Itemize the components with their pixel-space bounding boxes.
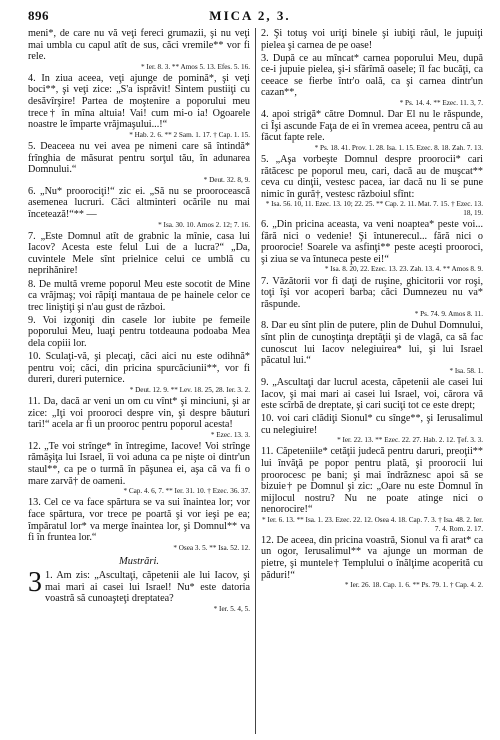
verse-text: 9. Voi izgoniţi din casele lor iubite pe femeile poporului Meu, luaţi pentru totdeauna podoaba Mea dela copiii lor. — [28, 314, 250, 350]
column-divider — [255, 28, 256, 734]
cross-reference: * Isa. 8. 20, 22. Ezec. 13. 23. Zah. 13. 4. ** Amos 8. 9. — [324, 265, 483, 274]
cross-reference: * Cap. 4. 6, 7. ** Ier. 31. 10. † Ezec. 36. 37. — [123, 487, 250, 496]
verse — [28, 315, 250, 350]
chapter-number: 3 — [28, 566, 42, 598]
verse-text: 7. Văzătorii vor fi daţi de ruşine, ghicitorii vor roşi, toţi îşi vor acoperi barba; căci Dumnezeu nu va* răspunde. — [261, 275, 483, 310]
verse-text: 1. Am zis: „Ascultaţi, căpetenii ale lui Iacov, şi mai mari ai casei lui Israel! Nu* este datoria voastră să cunoaşteţi dreptatea? — [45, 569, 250, 605]
page-header — [0, 8, 500, 26]
verse-text: 10. voi cari clădiţi Sionul* cu sînge**, şi Ierusalimul cu nelegiuire! — [261, 413, 483, 436]
verse-text: 8. Dar eu sînt plin de putere, plin de Duhul Domnului, sînt plin de cunoştinţa dreptăţii şi de vlagă, ca să fac cunoscut lui Iacov nelegiuirea* lui, şi lui Israel păcatul lui.“ — [261, 320, 483, 367]
left-column — [28, 28, 250, 734]
cross-reference: * Ier. 5. 4, 5. — [213, 604, 250, 613]
verse-text: 4. In ziua aceea, veţi ajunge de pomină*, şi veţi boci**, şi veţi zice: „S'a isprăvit! Sintem pustiiţi cu desăvîrşire! Partea de moştenire a poporului meu trece† în mîna altuia! Vai! cum mi-o ia! Ogoarele noastre le împarte vrăjmaşului...!“ — [28, 72, 250, 131]
cross-reference: * Ps. 18. 41. Prov. 1. 28. Isa. 1. 15. Ezec. 8. 18. Zah. 7. 13. — [314, 143, 483, 152]
cross-reference: * Ier. 6. 13. ** Isa. 1. 23. Ezec. 22. 12. Osea 4. 18. Cap. 7. 3. † Isa. 48. 2. Ier. 7. 4. Rom. 2. 17. — [262, 516, 483, 533]
verse-text: 12. De aceea, din pricina voastră, Sionul va fi arat* ca un ogor, Ierusalimul** va ajunge un morman de pietre, şi muntele† Templului o înălţime acoperită cu păduri!“ — [261, 534, 483, 581]
cross-reference: * Ps. 74. 9. Amos 8. 11. — [414, 310, 483, 319]
verse — [261, 219, 483, 274]
verse-text: 2. Şi totuş voi uriţi binele şi iubiţi răul, le jupuiţi pielea şi carnea de pe oase! — [261, 28, 483, 51]
verse-text: 13. Cel ce va face spărtura se va sui înaintea lor; vor face spărtura, vor trece pe poartă şi vor ieşi pe ea; împăratul lor* va merge înaintea lor, şi Domnul** va fi în fruntea lor.“ — [28, 497, 250, 544]
cross-reference: * Ier. 22. 13. ** Ezec. 22. 27. Hab. 2. 12. Ţef. 3. 3. — [337, 436, 483, 445]
verse-text: 12. „Te voi strînge* în întregime, Iacove! Voi strînge rămăşiţa lui Israel, îi voi aduna ca pe nişte oi dintr'un staul**, ca pe o turmă în păşunea ei, aşa că va fi o mare zarvă† de oameni. — [28, 440, 250, 487]
verse — [28, 396, 250, 439]
verse — [261, 154, 483, 218]
verse — [261, 377, 483, 412]
verse — [261, 446, 483, 533]
verse-text: 6. „Nu* proorociţi!“ zic ei. „Să nu se proorocească asemenea lucruri. Căci altminteri ocările nu mai încetează!“** — — [28, 185, 250, 220]
verse — [261, 53, 483, 108]
cross-reference: * Deut. 32. 8, 9. — [203, 175, 250, 184]
cross-reference: * Deut. 12. 9. ** Lev. 18. 25, 28. Ier. 3. 2. — [129, 385, 250, 394]
verse — [261, 413, 483, 445]
chapter-start — [28, 566, 250, 613]
verse — [28, 28, 250, 71]
verse — [261, 535, 483, 590]
verse — [261, 320, 483, 375]
cross-reference: * Ezec. 13. 3. — [210, 430, 250, 439]
verse — [261, 276, 483, 319]
verse-text: 7. „Este Domnul atît de grabnic la mînie, casa lui Iacov? Acesta este felul Lui de a lucra?“ „Da, cuvintele Mele sînt prielnice celui ce umblă cu neprihănire! — [28, 230, 250, 277]
cross-reference: * Ier. 26. 18. Cap. 1. 6. ** Ps. 79. 1. † Cap. 4. 2. — [344, 581, 483, 590]
running-title: MICA 2, 3. — [209, 8, 291, 23]
cross-reference: * Hab. 2. 6. ** 2 Sam. 1. 17. † Cap. 1. 15. — [129, 130, 250, 139]
verse-text: 4. apoi strigă* către Domnul. Dar El nu le răspunde, ci Îşi ascunde Faţa de ei în vremea aceea, pentru că au făcut fapte rele. — [261, 109, 483, 144]
verse-text: 5. „Aşa vorbeşte Domnul despre proorocii* cari rătăcesc pe poporul meu, cari, dacă au de muşcat** ceva cu dinţii, vestesc pacea, iar dacă nu li se pune nimic în gură†, vestesc războiul sfînt: — [261, 154, 483, 200]
text-columns — [28, 28, 483, 734]
verse — [28, 186, 250, 229]
verse — [28, 351, 250, 394]
verse-text: 10. Sculaţi-vă, şi plecaţi, căci aici nu este odihnă* pentru voi; căci, din pricina spurcăciunii**, vor fi dureri, dureri puternice. — [28, 351, 250, 386]
cross-reference: * Osea 3. 5. ** Isa. 52. 12. — [173, 543, 250, 552]
verse — [28, 73, 250, 140]
verse — [261, 28, 483, 51]
verse-text: 11. Da, dacă ar veni un om cu vînt* şi minciuni, şi ar zice: „Iţi voi prooroci despre vin, şi despre băuturi tari!“ acela ar fi un prooroc pentru poporul acesta! — [28, 396, 250, 431]
verse-text: 9. „Ascultaţi dar lucrul acesta, căpetenii ale casei lui Iacov, şi mai mari ai casei lui Israel, voi, cărora vă este scîrbă de dreptate, şi cari suciţi tot ce este drept; — [261, 376, 483, 412]
cross-reference: * Isa. 30. 10. Amos 2. 12; 7. 16. — [158, 220, 250, 229]
verse — [28, 231, 250, 277]
verse-text: meni*, de care nu vă veţi fereci grumazii, şi nu veţi mai umbla cu capul atît de sus, căci vremile** vor fi rele. — [28, 28, 250, 63]
cross-reference: * Isa. 56. 10, 11. Ezec. 13. 10; 22. 25. ** Cap. 2. 11. Mat. 7. 15. † Ezec. 13. 18, 19. — [265, 200, 483, 217]
section-title: Mustrări. — [119, 556, 159, 568]
verse — [28, 441, 250, 496]
page-number: 896 — [28, 8, 49, 23]
verse-text: 3. După ce au mîncat* carnea poporului Meu, după ce-i jupuie pielea, şi-i sfărîmă oasele; îl fac bucăţi, ca ceeace se fierbe într'o oală, ca şi carnea dintr'un cazan**, — [261, 52, 483, 99]
cross-reference: * Ier. 8. 3. ** Amos 5. 13. Efes. 5. 16. — [140, 62, 250, 71]
verse — [28, 279, 250, 314]
verse-text: 8. De multă vreme poporul Meu este socotit de Mine ca vrăjmaş; voi răpiţi mantaua de pe hainele celor ce trec liniştiţi şi n'au gust de război. — [28, 278, 250, 313]
verse-text: 6. „Din pricina aceasta, va veni noaptea* peste voi... fără nici o vedenie! Şi întunerecul... fără nici o proorocie! Soarele va asfinţi** peste aceşti prooroci, şi ziua se va întuneca peste ei!“ — [261, 219, 483, 265]
right-column — [261, 28, 483, 734]
verse-text: 5. Deaceea nu vei avea pe nimeni care să întindă* frînghia de măsurat pentru sorţul tău, în adunarea Domnului.“ — [28, 140, 250, 176]
verse — [28, 497, 250, 552]
verse — [261, 109, 483, 152]
cross-reference: * Isa. 58. 1. — [449, 366, 483, 375]
verse-text: 11. Căpeteniile* cetăţii judecă pentru daruri, preoţii** lui învăţă pe popor pentru plată, şi proorocii lui proorocesc pe bani; şi mai îndrăznesc apoi să se bizuie† pe Domnul şi zic: „Oare nu este Domnul în mijlocul nostru? Nu ne poate atinge nici o nenorocire!“ — [261, 446, 483, 516]
cross-reference: * Ps. 14. 4. ** Ezec. 11. 3, 7. — [399, 99, 483, 108]
verse — [28, 141, 250, 184]
